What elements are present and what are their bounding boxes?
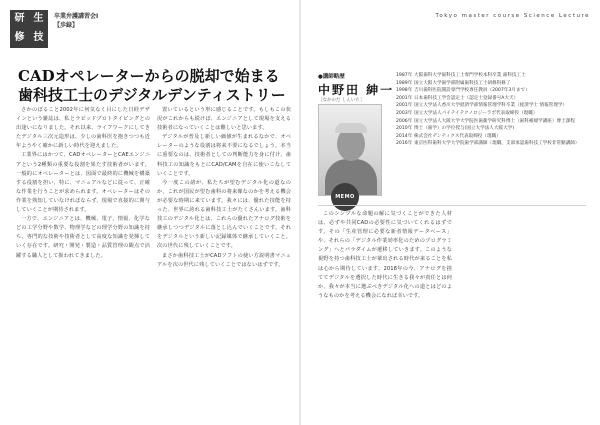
- badge-char-2: 生: [33, 13, 44, 24]
- timeline-row: [396, 80, 592, 88]
- timeline-text: 株式会社デンティクス代表取締役（現職）: [414, 133, 501, 139]
- timeline-row: [396, 95, 592, 103]
- timeline-text: 日本歯科技工学会認定士（認定士登録番号A大天）: [414, 95, 519, 101]
- timeline-text: 博士（歯学）の学位授与(国立大学法人大阪大学): [414, 126, 515, 132]
- section-label: 【歩録】: [54, 22, 79, 29]
- timeline-year: 1998年: [396, 88, 413, 94]
- timeline-year: 1989年: [396, 80, 413, 86]
- lecturer-name: 中野田 紳一: [318, 83, 395, 97]
- paragraph: デジタルが普及し新しい価値が生まれるなかで、オペレーターのような役割は将来不要になるでしょう。本当に重要なのは、技術者としての判断能力を身に付け、歯科技工の知識をもとにCAD/CAMを自在に使いこなしていくことです。: [157, 134, 291, 177]
- paragraph: 一方で、エンジニアとは、機械、電子、情報、化学などの工学分野や数学、物理学などの理学分野の知識を持ち、専門的な技術や技術者として高度な知識を発揮していく存在です。研究・開発・製造・品質管理の観点で活躍する職人として扱われてきました。: [16, 216, 150, 259]
- timeline-row: [396, 102, 592, 110]
- badge-char-3: 修: [14, 32, 25, 43]
- timeline-year: 2014年: [396, 133, 413, 139]
- body-column-1: [16, 106, 150, 414]
- paragraph: 工業界にはかつて、CADオペレーターとCAEエンジニアという2種類の重要な役割を果たす技術者がいます。一般的にオペレーターとは、図面で最終的に機械を構築する役割を担い、特に、マニュアルなどに従って、正確な作業を行うことが求められます。オペレーターはその作業を熟知していなければならず、現場で直接的に関与していくことが期待されます。: [16, 152, 150, 214]
- timeline-row: [396, 110, 592, 118]
- lecturer-kana: ［なかのだ しんいち］: [318, 98, 365, 103]
- badge-char-1: 研: [14, 13, 25, 24]
- timeline-year: 2001年: [396, 95, 413, 101]
- paragraph: 置いているという形に感じることです。もしもこの状況がこれからも続けば、エンジニアとして現場を支える技術者になっていくことは難しいと思います。: [157, 107, 291, 132]
- timeline-year: 2016年: [396, 141, 413, 147]
- timeline-year: 2003年: [396, 110, 413, 116]
- timeline-row: [396, 133, 592, 141]
- article-title-line2: 歯科技工士のデジタルデンティストリー: [18, 86, 286, 104]
- paragraph: さかのぼること2002年に何気なく目にした日経デザインという雑誌は、私とラピッドプロトタイピングとの出逢いになりました。それ以来、ライフワークにしてきたデジタル三次元造形は、少しの歯科医を抱きつつも近年ようやく確かに新しい時代を迎えました。: [16, 107, 150, 150]
- timeline-year: 2006年: [396, 118, 413, 124]
- body-column-2: [157, 106, 291, 414]
- timeline-text: 東京医科歯科大学大学院歯学部講師（現職、支部承認歯科技工学校非常勤講師）: [414, 141, 580, 147]
- timeline-row: [396, 125, 592, 133]
- series-title: 卒業弁護講習会Ⅰ: [54, 13, 99, 20]
- timeline-row: [396, 72, 592, 80]
- profile-divider: [318, 205, 586, 206]
- badge-char-4: 技: [33, 32, 44, 43]
- timeline-row: [396, 87, 592, 95]
- timeline-text: 国立大阪大学歯学部附属歯科技工士研修科修了: [414, 80, 511, 86]
- english-header: Tokyo master course Science Lecture: [435, 13, 590, 19]
- paragraph: まさか歯科技工士がCADソフトの使い方説明書マニュアルを次の世代に残していくことではないはずです。: [157, 252, 291, 268]
- timeline-text: 国立大学法人香川大学経済学部情報管理学科卒業（経済学士 情報管理学）: [414, 103, 568, 109]
- timeline-text: 吉川歯科医院開設専門学校専任教員（2007年3月まで）: [414, 88, 530, 94]
- page-gutter: [299, 0, 301, 425]
- section-badge: [10, 10, 48, 48]
- timeline-text: 大阪歯科大学歯科技工士専門学校本科卒業 歯科技工士: [414, 73, 526, 78]
- article-title-line1: CADオペレーターからの脱却で始まる: [18, 67, 280, 85]
- timeline-year: 2001年: [396, 103, 413, 109]
- paragraph: このシンプルな命題の解に気づくことができた人材は、必ずや共同CADの必要性に気づいてくれるはずです。その「生産管理に必要な新者情報データベース」や、それらの「デジタル作業効率化のためのプログラミング」へとパラダイムが遷移していきます。このような視野を持つ歯科技工士が輩出される時代が来ることを私は心から期待しています。2018年の今、アナログを捨ててデジタルを選択した時代に生きる我々が責任とは何か、我々が本当に選ぶべきデジタル化への道とはどのようなものかを考える機会になれば幸いです。: [318, 211, 452, 299]
- timeline-text: 国立大学法人大阪大学大学院医歯薬学研究科博士（歯科補綴学講座）博士課程: [414, 118, 575, 124]
- timeline-year: 1987年: [396, 73, 413, 78]
- photo-cap-shape: [335, 123, 367, 133]
- memo-badge: MEMO: [331, 183, 359, 211]
- paragraph: 今一度この諸が、私たちが望むデジタル化の道なのか、これが国民が望む歯科の将来像なのかを考える機会が必要な時期に来ています。我々には、優れた技能を持った、世界に誇れる歯科技工士がたくさんいます。歯科技工のデジタル化とは、これらの優れたアナログ技術を継承しつつデジタルに落とし込んでいくことです。それをデジタルという新しい記録媒体で継承していくこと。次の世代に残していくことです。: [157, 179, 291, 250]
- timeline-text: 国立大学法人パイテイテクノロジーラボ代表取締役（現職）: [414, 110, 538, 116]
- body-column-3: [318, 210, 452, 414]
- lecturer-photo: [318, 104, 382, 196]
- timeline-row: [396, 118, 592, 126]
- timeline-row: [396, 140, 592, 148]
- timeline-year: 2010年: [396, 126, 413, 132]
- lecturer-label: ●講師略歴: [318, 74, 345, 80]
- career-timeline: [396, 72, 592, 148]
